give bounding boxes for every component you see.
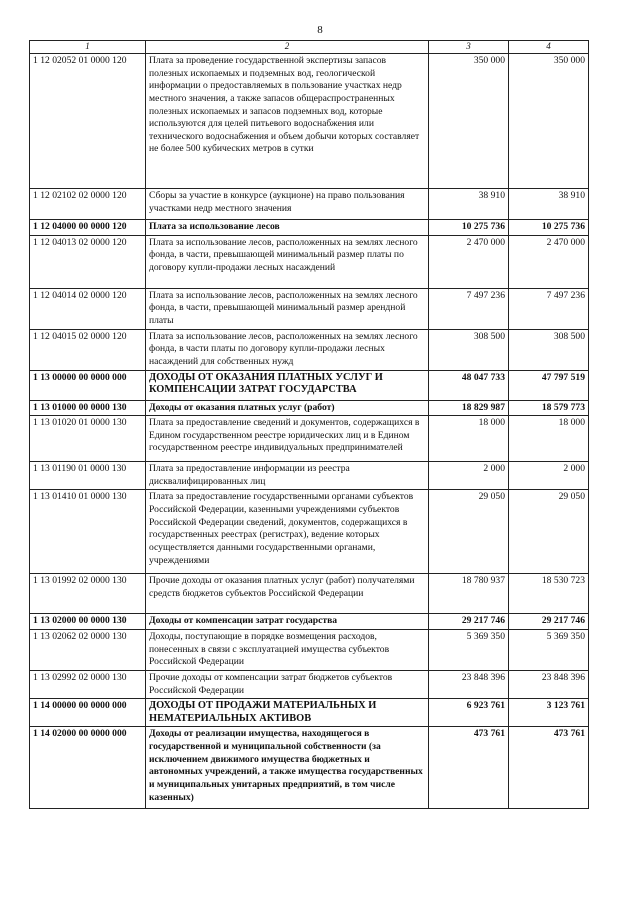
row-value-2: 29 050 bbox=[509, 490, 589, 574]
row-value-1: 18 780 937 bbox=[429, 574, 509, 614]
row-value-1: 2 470 000 bbox=[429, 235, 509, 288]
row-value-2: 23 848 396 bbox=[509, 671, 589, 699]
row-description: Доходы от компенсации затрат государства bbox=[146, 614, 429, 630]
row-value-1: 38 910 bbox=[429, 188, 509, 219]
row-description: Доходы от реализации имущества, находящегося в государственной и муниципальной собственности (за исключением движимого имущества бюджетных и автономных учреждений, а также имущества государственных и муниципальных унитарных предприятий, в том числе казенных) bbox=[146, 727, 429, 809]
row-description: Прочие доходы от компенсации затрат бюджетов субъектов Российской Федерации bbox=[146, 671, 429, 699]
header-col-4: 4 bbox=[509, 41, 589, 54]
row-value-2: 308 500 bbox=[509, 329, 589, 370]
table-row bbox=[30, 614, 589, 630]
row-description: Доходы от оказания платных услуг (работ) bbox=[146, 400, 429, 416]
row-description: Плата за предоставление информации из реестра дисквалифицированных лиц bbox=[146, 462, 429, 490]
row-code: 1 13 01020 01 0000 130 bbox=[30, 416, 146, 462]
table-row bbox=[30, 671, 589, 699]
table-row bbox=[30, 727, 589, 809]
row-value-2: 3 123 761 bbox=[509, 699, 589, 727]
row-code: 1 14 00000 00 0000 000 bbox=[30, 699, 146, 727]
row-code: 1 12 02052 01 0000 120 bbox=[30, 53, 146, 188]
row-code: 1 13 02062 02 0000 130 bbox=[30, 630, 146, 671]
row-value-1: 18 000 bbox=[429, 416, 509, 462]
table-row bbox=[30, 630, 589, 671]
row-code: 1 12 04000 00 0000 120 bbox=[30, 219, 146, 235]
row-description: Плата за использование лесов, расположенных на землях лесного фонда, в части платы по договору купли-продажи лесных насаждений для собственных нужд bbox=[146, 329, 429, 370]
row-value-1: 473 761 bbox=[429, 727, 509, 809]
row-code: 1 12 04015 02 0000 120 bbox=[30, 329, 146, 370]
table-row bbox=[30, 53, 589, 188]
row-code: 1 13 01992 02 0000 130 bbox=[30, 574, 146, 614]
row-code: 1 12 04014 02 0000 120 bbox=[30, 288, 146, 329]
header-col-2: 2 bbox=[146, 41, 429, 54]
row-description: Плата за проведение государственной экспертизы запасов полезных ископаемых и подземных вод, геологической информации о предоставляемых в пользование участках недр местного значения, а также запасов общераспространенных полезных ископаемых и запасов подземных вод, которые используются для целей питьевого водоснабжения или технического водоснабжения и объем добычи которых составляет не более 500 кубических метров в сутки bbox=[146, 53, 429, 188]
row-code: 1 13 01000 00 0000 130 bbox=[30, 400, 146, 416]
table-row bbox=[30, 462, 589, 490]
header-col-3: 3 bbox=[429, 41, 509, 54]
table-row bbox=[30, 400, 589, 416]
row-description: Плата за использование лесов, расположенных на землях лесного фонда, в части, превышающей минимальный размер платы по договору купли-продажи лесных насаждений bbox=[146, 235, 429, 288]
row-value-2: 5 369 350 bbox=[509, 630, 589, 671]
row-value-2: 2 000 bbox=[509, 462, 589, 490]
row-value-1: 48 047 733 bbox=[429, 370, 509, 400]
page-number: 8 bbox=[317, 24, 323, 36]
row-description: Плата за использование лесов bbox=[146, 219, 429, 235]
row-code: 1 13 00000 00 0000 000 bbox=[30, 370, 146, 400]
row-value-1: 10 275 736 bbox=[429, 219, 509, 235]
row-value-1: 6 923 761 bbox=[429, 699, 509, 727]
row-value-1: 29 050 bbox=[429, 490, 509, 574]
row-description: Плата за предоставление сведений и документов, содержащихся в Едином государственном реестре юридических лиц и в Едином государственном реестре индивидуальных предпринимателей bbox=[146, 416, 429, 462]
row-value-2: 29 217 746 bbox=[509, 614, 589, 630]
row-value-1: 23 848 396 bbox=[429, 671, 509, 699]
row-value-2: 47 797 519 bbox=[509, 370, 589, 400]
row-description: Сборы за участие в конкурсе (аукционе) на право пользования участками недр местного значения bbox=[146, 188, 429, 219]
table-row bbox=[30, 416, 589, 462]
row-description: Плата за предоставление государственными органами субъектов Российской Федерации, казенными учреждениями субъектов Российской Федерации сведений, документов, содержащихся в государственных реестрах (регистрах), ведение которых осуществляется данными государственными органами, учреждениями bbox=[146, 490, 429, 574]
row-value-2: 473 761 bbox=[509, 727, 589, 809]
table-row bbox=[30, 235, 589, 288]
row-value-1: 7 497 236 bbox=[429, 288, 509, 329]
table-row bbox=[30, 370, 589, 400]
row-value-2: 10 275 736 bbox=[509, 219, 589, 235]
header-col-1: 1 bbox=[30, 41, 146, 54]
table-row bbox=[30, 188, 589, 219]
row-value-2: 38 910 bbox=[509, 188, 589, 219]
row-code: 1 14 02000 00 0000 000 bbox=[30, 727, 146, 809]
row-value-2: 2 470 000 bbox=[509, 235, 589, 288]
table-row bbox=[30, 329, 589, 370]
row-value-2: 18 530 723 bbox=[509, 574, 589, 614]
row-value-2: 18 000 bbox=[509, 416, 589, 462]
row-value-1: 5 369 350 bbox=[429, 630, 509, 671]
row-description: ДОХОДЫ ОТ ОКАЗАНИЯ ПЛАТНЫХ УСЛУГ И КОМПЕНСАЦИИ ЗАТРАТ ГОСУДАРСТВА bbox=[146, 370, 429, 400]
table-row bbox=[30, 699, 589, 727]
row-description: Прочие доходы от оказания платных услуг (работ) получателями средств бюджетов субъектов Российской Федерации bbox=[146, 574, 429, 614]
row-code: 1 13 01410 01 0000 130 bbox=[30, 490, 146, 574]
table-row bbox=[30, 288, 589, 329]
row-description: Доходы, поступающие в порядке возмещения расходов, понесенных в связи с эксплуатацией имущества субъектов Российской Федерации bbox=[146, 630, 429, 671]
row-value-1: 2 000 bbox=[429, 462, 509, 490]
row-value-2: 350 000 bbox=[509, 53, 589, 188]
table-row bbox=[30, 490, 589, 574]
table-header-row bbox=[30, 41, 589, 54]
row-value-1: 29 217 746 bbox=[429, 614, 509, 630]
budget-table bbox=[29, 40, 589, 809]
row-code: 1 13 02000 00 0000 130 bbox=[30, 614, 146, 630]
table-row bbox=[30, 219, 589, 235]
row-value-1: 18 829 987 bbox=[429, 400, 509, 416]
row-code: 1 12 02102 02 0000 120 bbox=[30, 188, 146, 219]
table-row bbox=[30, 574, 589, 614]
row-code: 1 13 02992 02 0000 130 bbox=[30, 671, 146, 699]
row-value-2: 18 579 773 bbox=[509, 400, 589, 416]
row-code: 1 12 04013 02 0000 120 bbox=[30, 235, 146, 288]
row-code: 1 13 01190 01 0000 130 bbox=[30, 462, 146, 490]
row-description: ДОХОДЫ ОТ ПРОДАЖИ МАТЕРИАЛЬНЫХ И НЕМАТЕРИАЛЬНЫХ АКТИВОВ bbox=[146, 699, 429, 727]
row-value-2: 7 497 236 bbox=[509, 288, 589, 329]
row-value-1: 308 500 bbox=[429, 329, 509, 370]
row-value-1: 350 000 bbox=[429, 53, 509, 188]
row-description: Плата за использование лесов, расположенных на землях лесного фонда, в части, превышающей минимальный размер арендной платы bbox=[146, 288, 429, 329]
